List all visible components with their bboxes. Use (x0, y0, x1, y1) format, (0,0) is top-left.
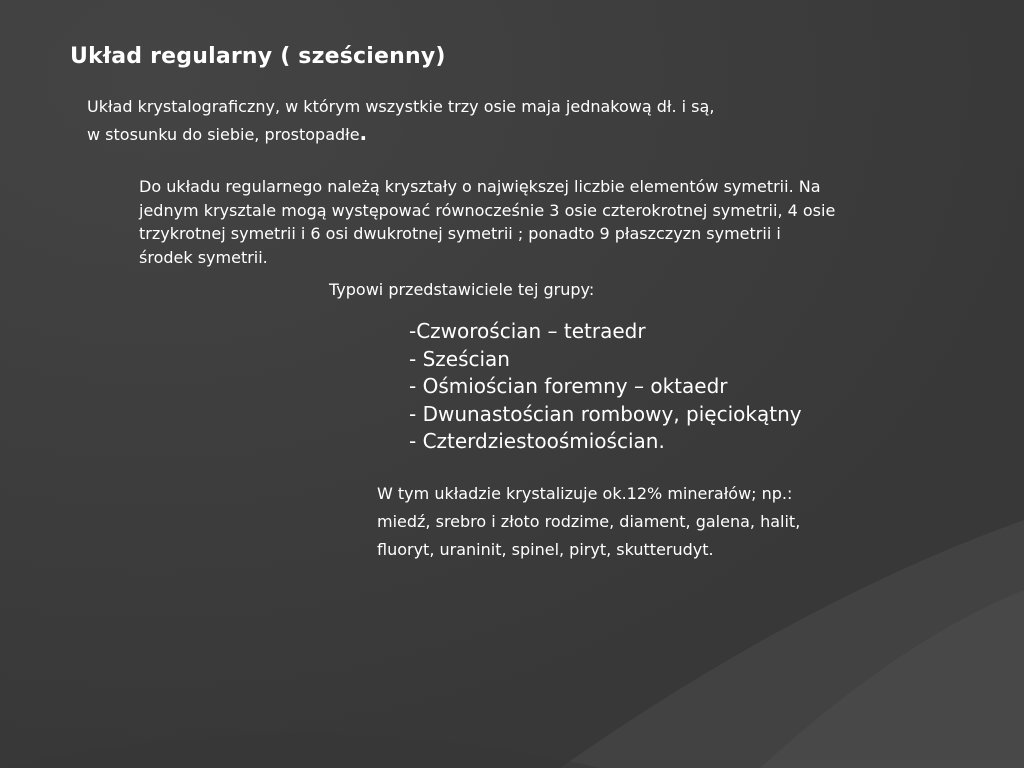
intro-line-1: Układ krystalograficzny, w którym wszystkie trzy osie maja jednakową dł. i są, (87, 97, 715, 116)
list-item: -Czworościan – tetraedr (409, 319, 646, 343)
list-item: - Czterdziestoośmiościan. (409, 429, 665, 453)
crystal-forms-list (409, 318, 802, 456)
minerals-line-3: fluoryt, uraninit, spinel, piryt, skutterudyt. (377, 540, 714, 559)
minerals-line-1: W tym układzie krystalizuje ok.12% minerałów; np.: (377, 484, 793, 503)
symmetry-line-4: środek symetrii. (139, 247, 268, 267)
list-item: - Sześcian (409, 346, 510, 371)
symmetry-paragraph (139, 175, 1019, 269)
list-item: - Ośmiościan foremny – oktaedr (409, 374, 728, 398)
minerals-paragraph (377, 480, 800, 564)
symmetry-line-3: trzykrotnej symetrii i 6 osi dwukrotnej symetrii ; ponadto 9 płaszczyzn symetrii i (139, 224, 781, 243)
intro-line-2 (87, 120, 714, 148)
intro-paragraph (87, 94, 714, 148)
representatives-heading: Typowi przedstawiciele tej grupy: (329, 280, 595, 299)
symmetry-line-2: jednym krysztale mogą występować równocześnie 3 osie czterokrotnej symetrii, 4 osie (139, 200, 836, 220)
slide-title: Układ regularny ( sześcienny) (70, 44, 446, 69)
list-item: - Dwunastościan rombowy, pięciokątny (409, 401, 802, 426)
minerals-line-2: miedź, srebro i złoto rodzime, diament, galena, halit, (377, 512, 801, 531)
intro-line-2-text: w stosunku do siebie, prostopadłe (87, 125, 360, 144)
intro-end-mark: . (359, 121, 368, 145)
symmetry-line-1: Do układu regularnego należą kryształy o największej liczbie elementów symetrii. Na (139, 177, 821, 196)
